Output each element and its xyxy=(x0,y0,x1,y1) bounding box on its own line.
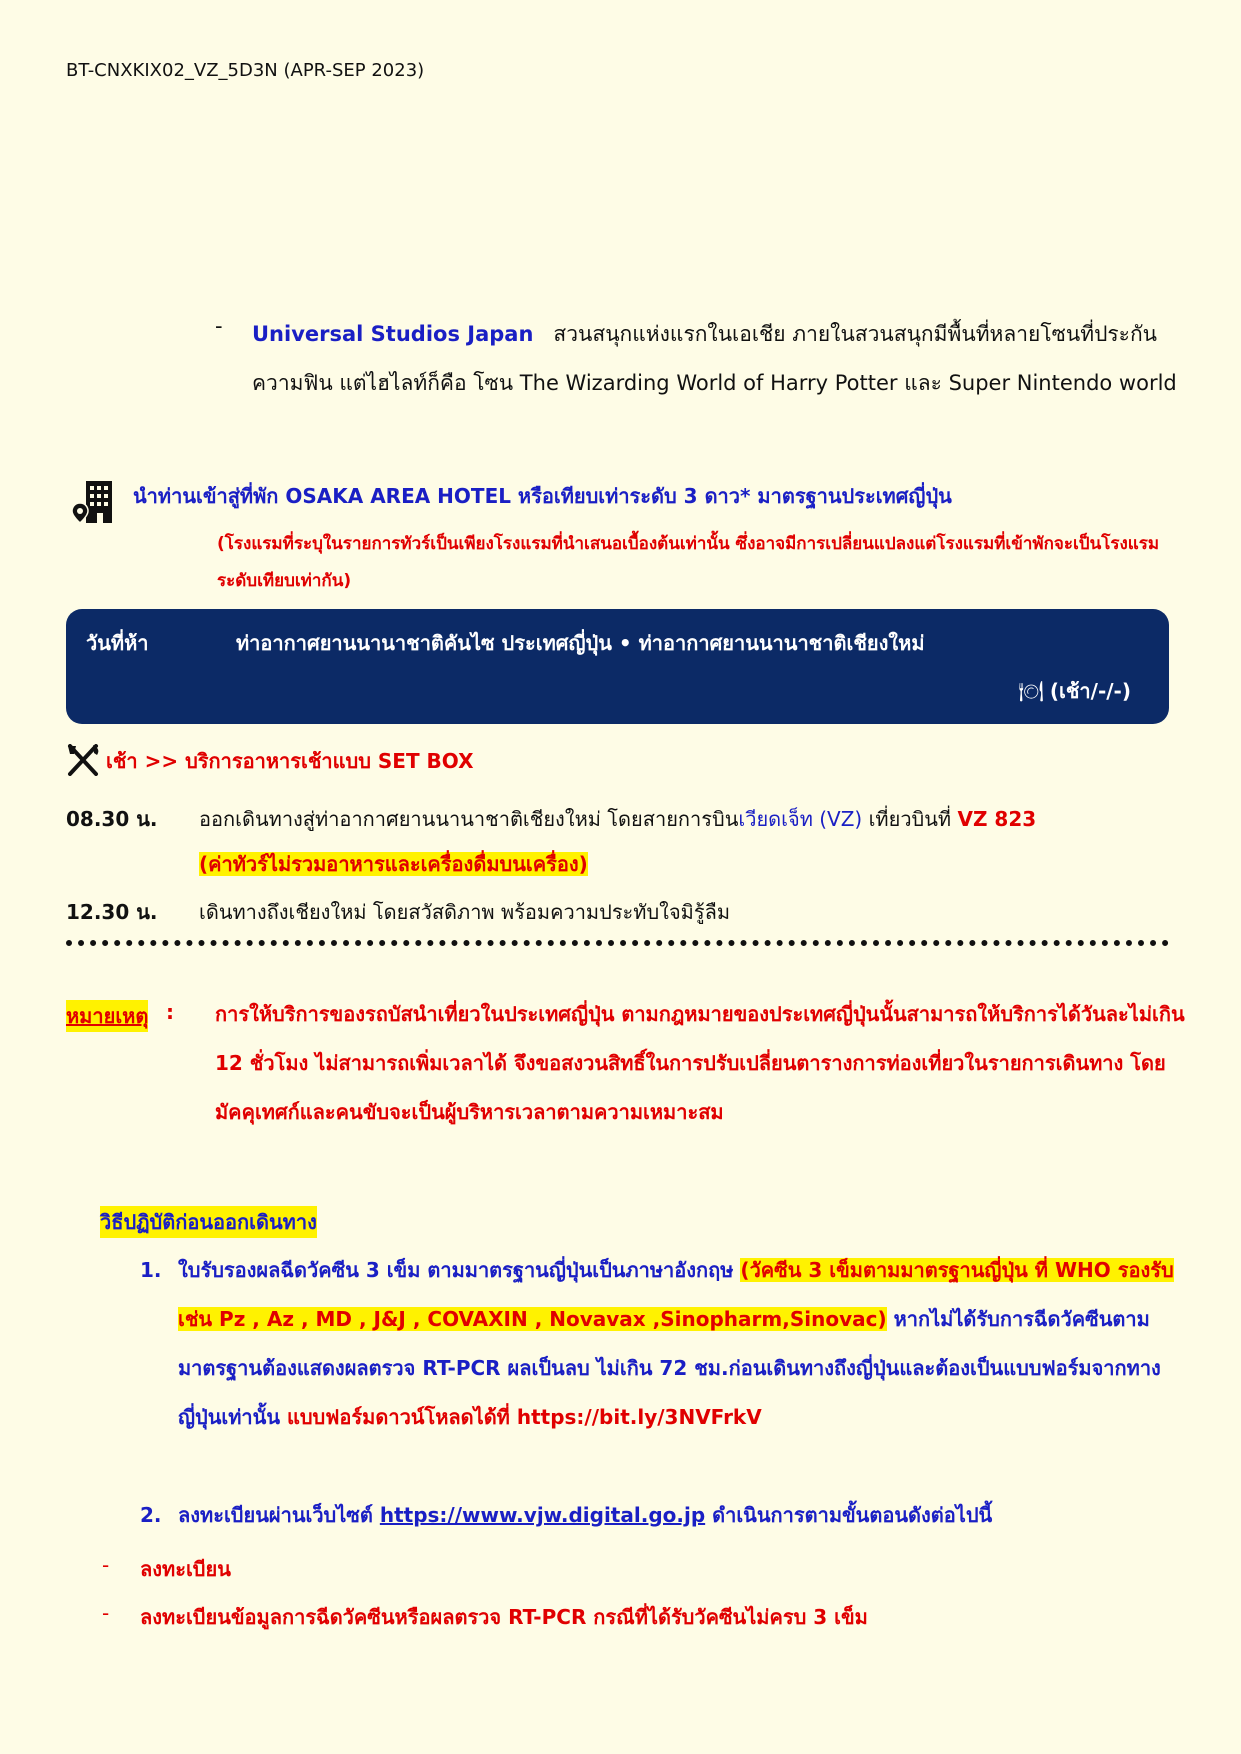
dotted-divider xyxy=(66,940,1169,946)
schedule-time-1: 08.30 น. xyxy=(66,807,158,831)
procedure-item-1 xyxy=(178,1246,1178,1442)
fork-knife-icon xyxy=(66,744,102,781)
procedure-item-2-text: ลงทะเบียนผ่านเว็บไซต์ xyxy=(178,1503,380,1527)
procedure-item-1-num: 1. xyxy=(140,1258,162,1282)
schedule-desc-2: เดินทางถึงเชียงใหม่ โดยสวัสดิภาพ พร้อมความประทับใจมิรู้ลืม xyxy=(199,900,731,924)
day-banner xyxy=(66,609,1169,724)
hotel-line: นำท่านเข้าสู่ที่พัก OSAKA AREA HOTEL หรือเทียบเท่าระดับ 3 ดาว* มาตรฐานประเทศญี่ปุ่น xyxy=(133,484,952,508)
form-download-text: แบบฟอร์มดาวน์โหลดได้ที่ https://bit.ly/3NVFrkV xyxy=(286,1405,762,1429)
usj-bullet: - xyxy=(215,314,223,338)
procedure-item-2-text-b: ดำเนินการตามขั้นตอนดังต่อไปนี้ xyxy=(705,1503,993,1527)
vaccine-highlight: (วัคซีน 3 เข็มตามมาตรฐานญี่ปุ่น ที่ WHO รองรับ เช่น Pz , Az , MD , J&J , COVAXIN , Novavax ,Sinopharm,Sinovac) xyxy=(178,1258,1174,1331)
day-route: ท่าอากาศยานนานาชาติคันไซ ประเทศญี่ปุ่น • ท่าอากาศยานนานาชาติเชียงใหม่ xyxy=(236,631,925,655)
usj-description: สวนสนุกแห่งแรกในเอเชีย ภายในสวนสนุกมีพื้นที่หลายโซนที่ประกันความฟิน แต่ไฮไลท์ก็คือ โซน The Wizarding World of Harry Potter และ Super Nintendo world xyxy=(252,322,1177,395)
sub-item-2-text: ลงทะเบียนข้อมูลการฉีดวัคซีนหรือผลตรวจ RT-PCR กรณีที่ได้รับวัคซีนไม่ครบ 3 เข็ม xyxy=(140,1605,868,1629)
document-code: BT-CNXKIX02_VZ_5D3N (APR-SEP 2023) xyxy=(66,60,425,81)
schedule-flight-label: เที่ยวบินที่ xyxy=(862,807,958,831)
remark-label: หมายเหตุ xyxy=(66,1000,148,1032)
schedule-desc-1 xyxy=(199,803,1179,835)
breakfast-text: เช้า >> บริการอาหารเช้าแบบ SET BOX xyxy=(106,749,474,773)
schedule-note-text: (ค่าทัวร์ไม่รวมอาหารและเครื่องดื่มบนเครื่อง) xyxy=(199,852,588,876)
remark-colon: : xyxy=(166,1000,174,1024)
hotel-icon xyxy=(72,479,114,525)
procedure-item-1-text: ใบรับรองผลฉีดวัคซีน 3 เข็ม ตามมาตรฐานญี่ปุ่นเป็นภาษาอังกฤษ xyxy=(178,1258,741,1282)
plate-icon: 🍽 xyxy=(1018,679,1044,703)
day-meals xyxy=(1018,675,1131,707)
sub-item-1-dash: - xyxy=(102,1553,110,1577)
procedure-item-2-num: 2. xyxy=(140,1503,162,1527)
schedule-text-1: ออกเดินทางสู่ท่าอากาศยานนานาชาติเชียงใหม่ โดยสายการบิน xyxy=(199,807,739,831)
sub-item-1-text: ลงทะเบียน xyxy=(140,1557,231,1581)
schedule-flight: VZ 823 xyxy=(957,807,1037,831)
vjw-link[interactable]: https://www.vjw.digital.go.jp xyxy=(379,1503,706,1527)
day-meals-text: (เช้า/-/-) xyxy=(1049,679,1131,703)
procedure-item-2 xyxy=(178,1491,1178,1540)
procedure-heading: วิธีปฏิบัติก่อนออกเดินทาง xyxy=(100,1206,317,1238)
usj-paragraph xyxy=(252,310,1182,408)
sub-item-2-dash: - xyxy=(102,1601,110,1625)
schedule-airline: เวียดเจ็ท (VZ) xyxy=(738,807,863,831)
schedule-note-1 xyxy=(199,848,588,880)
breakfast-row xyxy=(66,744,474,781)
remark-text: การให้บริการของรถบัสนำเที่ยวในประเทศญี่ปุ่น ตามกฎหมายของประเทศญี่ปุ่นนั้นสามารถให้บริการได้วันละไม่เกิน 12 ชั่วโมง ไม่สามารถเพิ่มเวลาได้ จึงขอสงวนสิทธิ์ในการปรับเปลี่ยนตารางการท่องเที่ยวในรายการเดินทาง โดยมัคคุเทศก์และคนขับจะเป็นผู้บริหารเวลาตามความเหมาะสม xyxy=(215,1002,1185,1124)
hotel-note: (โรงแรมที่ระบุในรายการทัวร์เป็นเพียงโรงแรมที่นำเสนอเบื้องต้นเท่านั้น ซึ่งอาจมีการเปลี่ยนแปลงแต่โรงแรมที่เข้าพักจะเป็นโรงแรมระดับเทียบเท่ากัน) xyxy=(217,534,1160,591)
usj-name: Universal Studios Japan xyxy=(252,322,534,346)
procedure-item-1-text-b: หากไม่ได้รับการฉีดวัคซีนตามมาตรฐานต้องแสดงผลตรวจ RT-PCR ผลเป็นลบ ไม่เกิน 72 ชม.ก่อนเดินทางถึงญี่ปุ่นและต้องเป็นแบบฟอร์มจากทางญี่ปุ่นเท่านั้น xyxy=(178,1307,1161,1429)
day-label: วันที่ห้า xyxy=(86,631,149,655)
schedule-time-2: 12.30 น. xyxy=(66,900,158,924)
